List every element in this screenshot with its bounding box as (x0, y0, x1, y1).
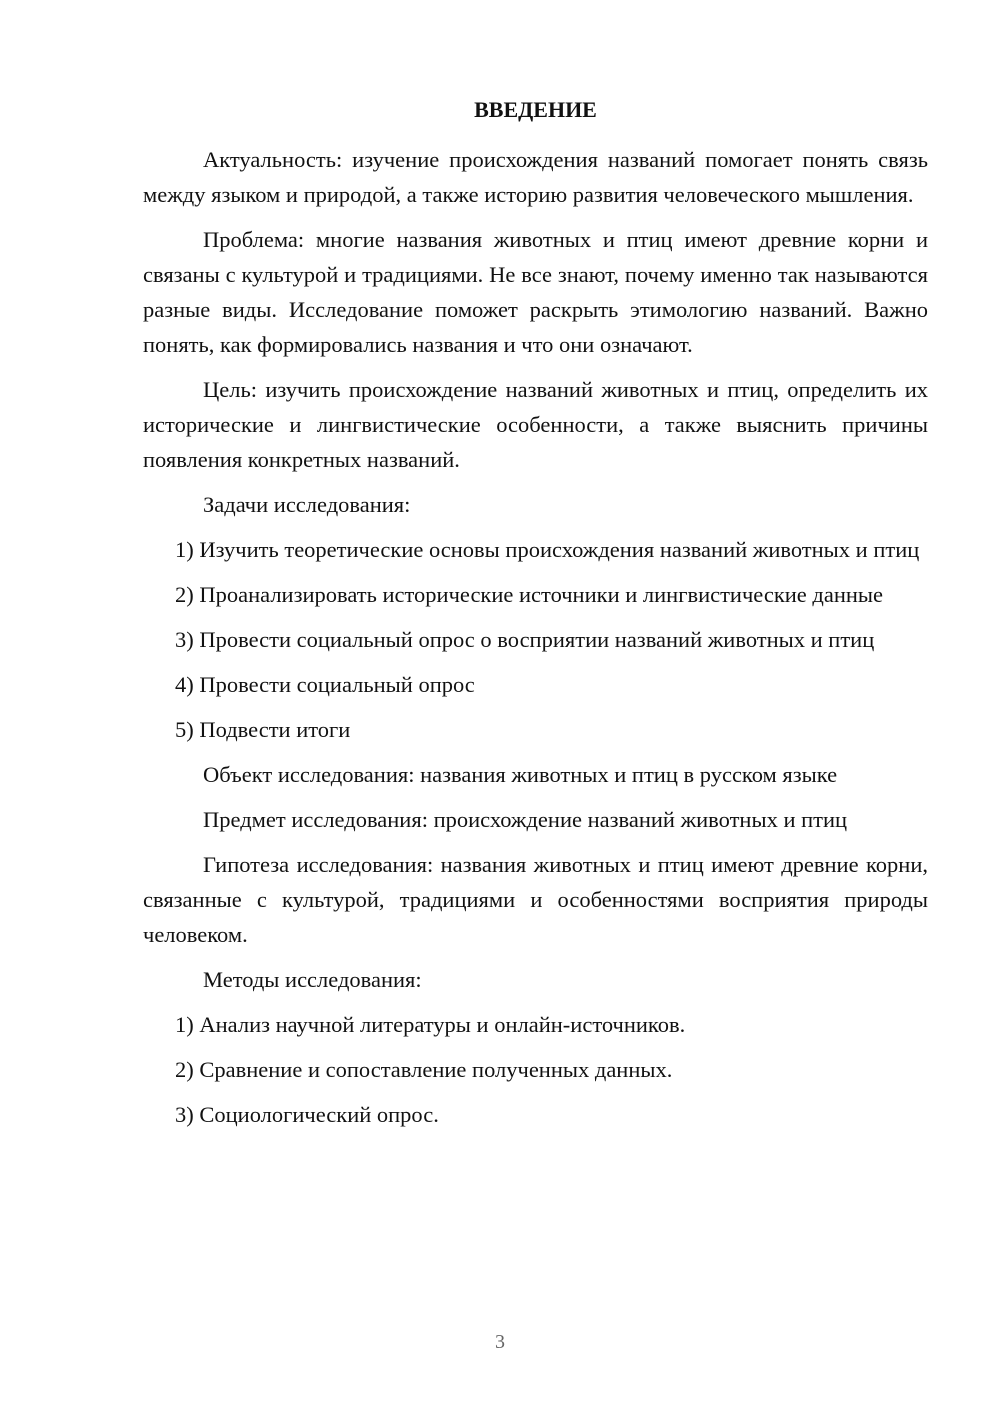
method-item-2: 2) Сравнение и сопоставление полученных данных. (175, 1057, 673, 1082)
subject-paragraph: Предмет исследования: происхождение названий животных и птиц (203, 807, 848, 832)
page-title: ВВЕДЕНИЕ (474, 97, 597, 122)
object-paragraph: Объект исследования: названия животных и птиц в русском языке (203, 762, 838, 787)
task-item-2: 2) Проанализировать исторические источники и лингвистические данные (175, 582, 884, 607)
task-item-1: 1) Изучить теоретические основы происхождения названий животных и птиц (175, 537, 920, 562)
relevance-paragraph: Актуальность: изучение происхождения названий помогает понять связь между языком и природой, а также историю развития человеческого мышления. (143, 147, 928, 207)
document-page (143, 92, 928, 1132)
task-item-5: 5) Подвести итоги (175, 717, 351, 742)
problem-paragraph: Проблема: многие названия животных и птиц имеют древние корни и связаны с культурой и традициями. Не все знают, почему именно так называются разные виды. Исследование поможет раскрыть этимологию названий. Важно понять, как формировались названия и что они означают. (143, 227, 928, 357)
hypothesis-paragraph: Гипотеза исследования: названия животных и птиц имеют древние корни, связанные с культурой, традициями и особенностями восприятия природы человеком. (143, 852, 928, 947)
task-item-3: 3) Провести социальный опрос о восприятии названий животных и птиц (175, 627, 875, 652)
page-number: 3 (495, 1331, 505, 1353)
tasks-heading: Задачи исследования: (203, 492, 411, 517)
task-item-4: 4) Провести социальный опрос (175, 672, 475, 697)
method-item-3: 3) Социологический опрос. (175, 1102, 439, 1127)
goal-paragraph: Цель: изучить происхождение названий животных и птиц, определить их исторические и лингвистические особенности, а также выяснить причины появления конкретных названий. (143, 377, 928, 472)
methods-heading: Методы исследования: (203, 967, 422, 992)
method-item-1: 1) Анализ научной литературы и онлайн-источников. (175, 1012, 686, 1037)
